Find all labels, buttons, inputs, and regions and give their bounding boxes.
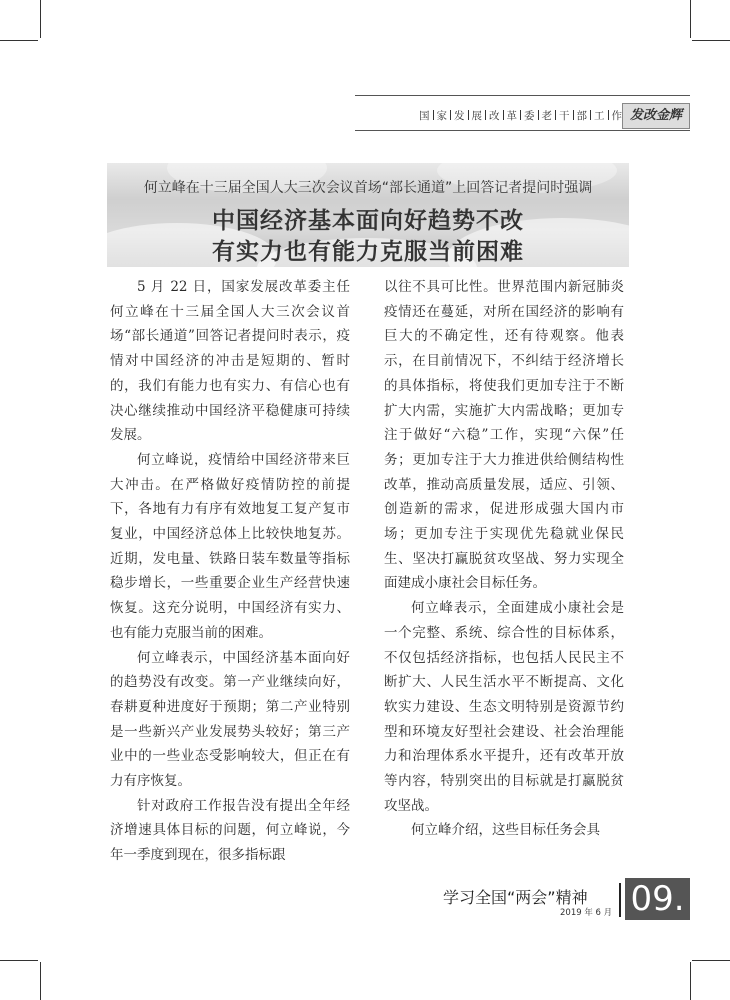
crop-mark-top-left-v xyxy=(40,0,41,38)
org-char: 发 xyxy=(454,110,465,122)
org-char: 家 xyxy=(436,110,447,122)
article-paragraph: 何立峰说，疫情给中国经济带来巨大冲击。在严格做好疫情防控的前提下，各地有力有序有效地复工复产复市复业，中国经济总体上比较快地复苏。近期，发电量、铁路日装车数量等指标稳步增长，一些重要企业生产经营快速恢复。这充分说明，中国经济有实力、也有能力克服当前的困难。 xyxy=(110,451,350,641)
page-number: 09. xyxy=(625,878,690,920)
org-char: 革 xyxy=(506,110,517,122)
section-badge: 发改金辉 xyxy=(622,103,690,129)
crop-mark-bottom-right-h xyxy=(692,960,730,961)
footer-section-title: 学习全国“两会”精神 xyxy=(443,888,588,907)
footer-date: 2019 年 6 月 xyxy=(560,908,613,918)
header-rule-top xyxy=(355,95,690,96)
crop-mark-bottom-left-v xyxy=(40,962,41,1000)
org-separator xyxy=(538,110,539,120)
organization-name xyxy=(419,108,622,123)
org-separator xyxy=(503,110,504,120)
article-column-left xyxy=(110,275,350,868)
article-paragraph: 以往不具可比性。世界范围内新冠肺炎疫情还在蔓延，对所在国经济的影响有巨大的不确定性，还有待观察。他表示，在目前情况下，不纠结于经济增长的具体指标，将使我们更加专注于不断扩大内需，实施扩大内需战略；更加专注于做好“六稳”工作，实现“六保”任务；更加专注于大力推进供给侧结构性改革，推动高质量发展，适应、引领、创造新的需求，促进形成强大国内市场；更加专注于实现优先稳就业保民生、坚决打赢脱贫攻坚战、努力实现全面建成小康社会目标任务。 xyxy=(384,279,624,592)
article-paragraph: 何立峰表示，全面建成小康社会是一个完整、系统、综合性的目标体系，不仅包括经济指标，也包括人民民主不断扩大、人民生活水平不断提高、文化软实力建设、生态文明特别是资源节约型和环境友好型社会建设、社会治理能力和治理体系水平提升，还有改革开放等内容，特别突出的目标就是打赢脱贫攻坚战。 xyxy=(384,600,624,814)
headline-line-1: 中国经济基本面向好趋势不改 xyxy=(212,207,524,234)
org-separator xyxy=(450,110,451,120)
footer-divider xyxy=(619,883,621,917)
article-paragraph: 何立峰介绍，这些目标任务会具 xyxy=(411,822,600,839)
org-char: 老 xyxy=(541,110,552,122)
org-char: 部 xyxy=(576,110,587,122)
header-rule-bottom xyxy=(355,130,690,131)
org-separator xyxy=(555,110,556,120)
org-char: 展 xyxy=(471,110,482,122)
org-char: 委 xyxy=(524,110,535,122)
crop-mark-top-left-h xyxy=(0,40,38,41)
org-separator xyxy=(485,110,486,120)
crop-mark-top-right-h xyxy=(692,40,730,41)
org-char: 工 xyxy=(594,110,605,122)
org-separator xyxy=(468,110,469,120)
crop-mark-bottom-left-h xyxy=(0,960,38,961)
article-column-right xyxy=(384,275,624,843)
org-separator xyxy=(433,110,434,120)
org-separator xyxy=(608,110,609,120)
org-separator xyxy=(590,110,591,120)
article-paragraph: 针对政府工作报告没有提出全年经济增速具体目标的问题，何立峰说，今年一季度到现在，很多指标跟 xyxy=(110,797,350,864)
article-paragraph: 何立峰表示，中国经济基本面向好的趋势没有改变。第一产业继续向好，春耕夏种进度好于预期；第二产业特别是一些新兴产业发展势头较好；第三产业中的一些业态受影响较大，但正在有力有序恢复。 xyxy=(110,649,350,790)
title-banner xyxy=(107,163,629,267)
headline-line-2: 有实力也有能力克服当前困难 xyxy=(212,238,524,265)
crop-mark-top-right-v xyxy=(690,0,691,38)
crop-mark-bottom-right-v xyxy=(690,962,691,1000)
org-char: 国 xyxy=(419,110,430,122)
banner-subtitle: 何立峰在十三届全国人大三次会议首场“部长通道”上回答记者提问时强调 xyxy=(143,180,593,196)
org-char: 改 xyxy=(489,110,500,122)
article-paragraph: 5 月 22 日，国家发展改革委主任何立峰在十三届全国人大三次会议首场“部长通道”回答记者提问时表示，疫情对中国经济的冲击是短期的、暂时的，我们有能力也有实力、有信心也有决心继续推动中国经济平稳健康可持续发展。 xyxy=(110,279,350,444)
org-char: 干 xyxy=(559,110,570,122)
org-char: 作 xyxy=(611,110,622,122)
org-separator xyxy=(573,110,574,120)
org-separator xyxy=(520,110,521,120)
